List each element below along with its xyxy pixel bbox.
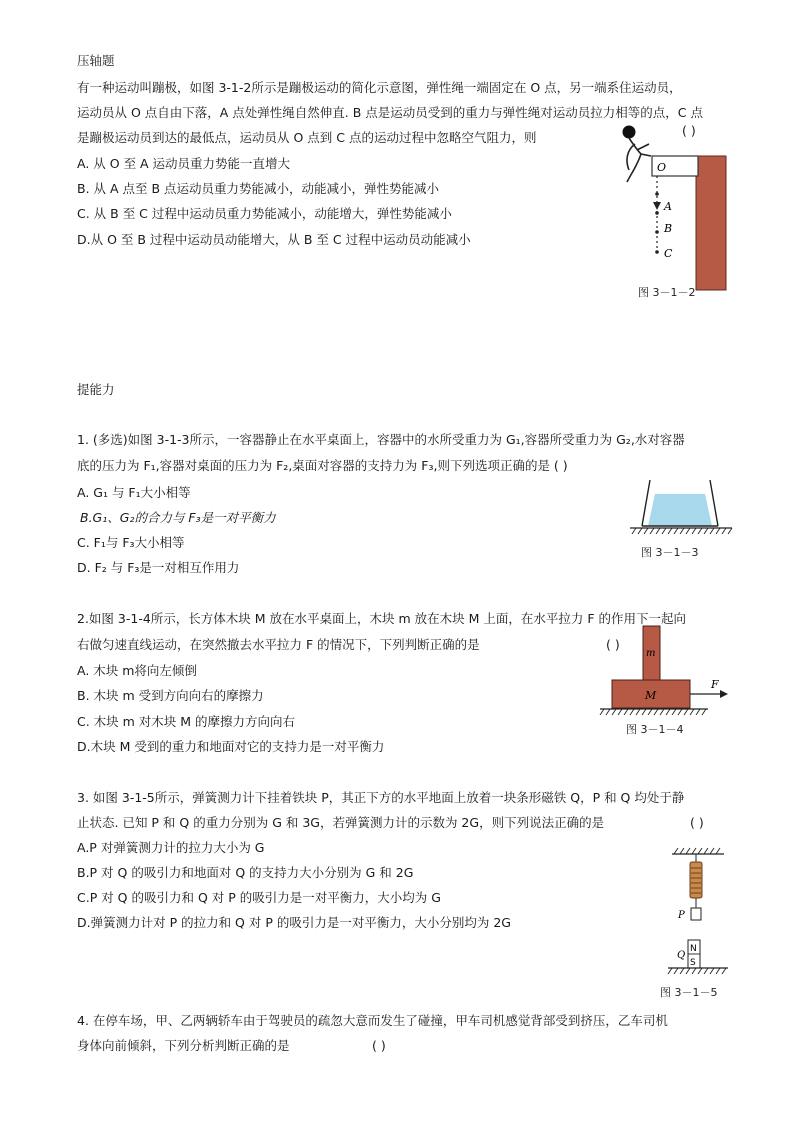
answer-bracket: ( ) (682, 123, 696, 138)
answer-bracket: ( ) (372, 1038, 386, 1053)
question-3-line: 止状态. 已知 P 和 Q 的重力分别为 G 和 3G，若弹簧测力计的示数为 2G，则下列说法正确的是 (77, 815, 605, 830)
option-b: B. 从 A 点至 B 点运动员重力势能减小，动能减小，弹性势能减小 (77, 181, 440, 196)
question-4-line: 身体向前倾斜，下列分析判断正确的是 (77, 1038, 290, 1053)
q3-option-a: A.P 对弹簧测力计的拉力大小为 G (77, 840, 265, 855)
question-4-line: 4. 在停车场，甲、乙两辆轿车由于驾驶员的疏忽大意而发生了碰撞，甲车司机感觉背部受到挤压，乙车司机 (77, 1013, 668, 1028)
figure-caption: 图 3－1－5 (660, 986, 718, 999)
container-figure (628, 478, 738, 536)
option-c: C. 从 B 至 C 过程中运动员重力势能减小，动能增大，弹性势能减小 (77, 206, 452, 221)
q2-option-d: D.木块 M 受到的重力和地面对它的支持力是一对平衡力 (77, 739, 385, 754)
q3-option-d: D.弹簧测力计对 P 的拉力和 Q 对 P 的吸引力是一对平衡力，大小分别均为 2G (77, 915, 511, 930)
section-title-improve: 提能力 (77, 382, 115, 397)
block-big-m-label: M (645, 689, 657, 702)
question-stem-line: 是蹦极运动员到达的最低点，运动员从 O 点到 C 点的运动过程中忽略空气阻力，则 (77, 130, 537, 145)
answer-bracket: ( ) (606, 637, 620, 652)
question-1-line: 1. (多选)如图 3-1-3所示，一容器静止在水平桌面上，容器中的水所受重力为 G₁,容器所受重力为 G₂,水对容器 (77, 432, 685, 447)
question-3-line: 3. 如图 3-1-5所示，弹簧测力计下挂着铁块 P，其正下方的水平地面上放着一块条形磁铁 Q，P 和 Q 均处于静 (77, 790, 685, 805)
figure-caption: 图 3－1－2 (638, 286, 696, 299)
q1-option-c: C. F₁与 F₃大小相等 (77, 535, 185, 550)
magnet-s-label: S (690, 958, 696, 968)
q1-option-d: D. F₂ 与 F₃是一对相互作用力 (77, 560, 240, 575)
blocks-figure (596, 624, 736, 718)
point-o-label: O (657, 161, 667, 174)
question-2-line: 右做匀速直线运动，在突然撤去水平拉力 F 的情况下，下列判断正确的是 (77, 637, 480, 652)
point-a-label: A (664, 200, 672, 213)
spring-scale-figure (664, 846, 736, 978)
block-m-label: m (646, 648, 656, 659)
q2-option-b: B. 木块 m 受到方向向右的摩擦力 (77, 688, 264, 703)
question-2-line: 2.如图 3-1-4所示，长方体木块 M 放在水平桌面上，木块 m 放在木块 M 上面，在水平拉力 F 的作用下一起向 (77, 611, 687, 626)
iron-block-p-label: P (678, 910, 685, 921)
magnet-n-label: N (690, 944, 697, 954)
bungee-figure (615, 120, 735, 300)
option-d: D.从 O 至 B 过程中运动员动能增大，从 B 至 C 过程中运动员动能减小 (77, 232, 471, 247)
q1-option-a: A. G₁ 与 F₁大小相等 (77, 485, 191, 500)
q2-option-c: C. 木块 m 对木块 M 的摩擦力方向向右 (77, 714, 296, 729)
answer-bracket: ( ) (690, 815, 704, 830)
option-a: A. 从 O 至 A 运动员重力势能一直增大 (77, 156, 291, 171)
q1-option-b: B.G₁、G₂的合力与 F₃是一对平衡力 (80, 510, 276, 525)
question-stem-line: 有一种运动叫蹦极，如图 3-1-2所示是蹦极运动的简化示意图，弹性绳一端固定在 O 点，另一端系住运动员， (77, 80, 682, 95)
question-stem-line: 运动员从 O 点自由下落，A 点处弹性绳自然伸直. B 点是运动员受到的重力与弹性绳对运动员拉力相等的点，C 点 (77, 105, 704, 120)
point-c-label: C (664, 247, 673, 260)
question-1-line: 底的压力为 F₁,容器对桌面的压力为 F₂,桌面对容器的支持力为 F₃,则下列选项正确的是 ( ) (77, 458, 568, 473)
q3-option-b: B.P 对 Q 的吸引力和地面对 Q 的支持力大小分别为 G 和 2G (77, 865, 414, 880)
magnet-q-label: Q (677, 950, 686, 961)
force-f-label: F (711, 678, 719, 691)
q2-option-a: A. 木块 m将向左倾倒 (77, 663, 197, 678)
figure-caption: 图 3－1－4 (626, 723, 684, 736)
point-b-label: B (664, 222, 673, 235)
figure-caption: 图 3－1－3 (641, 546, 699, 559)
q3-option-c: C.P 对 Q 的吸引力和 Q 对 P 的吸引力是一对平衡力，大小均为 G (77, 890, 441, 905)
section-title-advanced: 压轴题 (77, 53, 115, 68)
